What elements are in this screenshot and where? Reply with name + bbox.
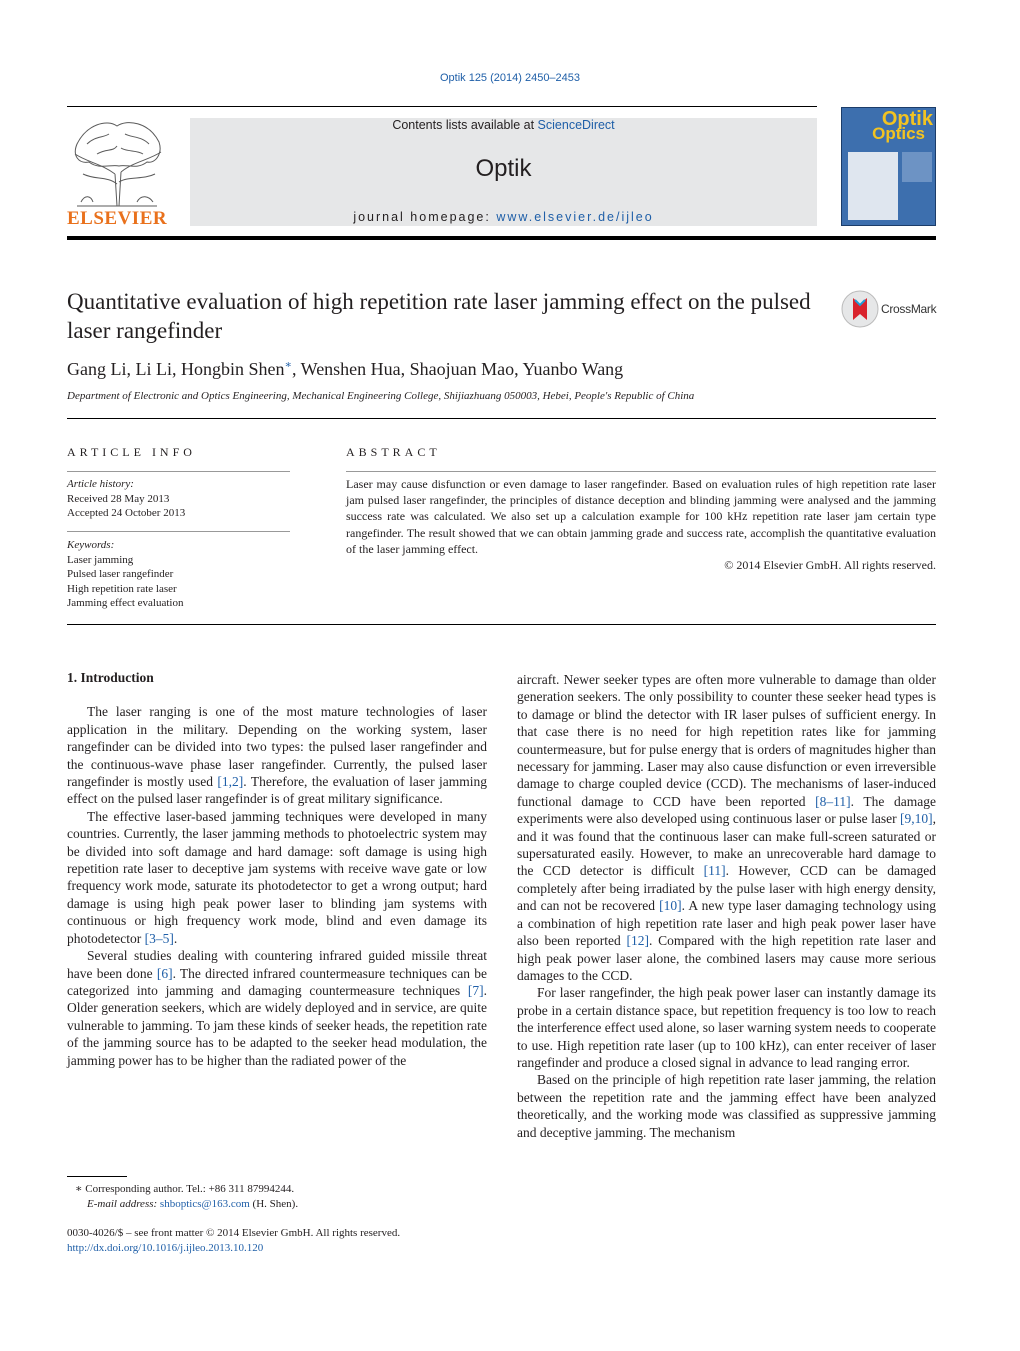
paragraph: Based on the principle of high repetition rate laser jamming, the relation between the repetition rate and the jamming effect have been analyzed theoretically, and the working mode was classified as suppressive jamming and deceptive jamming. The mechanism (517, 1072, 936, 1140)
info-rule-1 (67, 471, 290, 472)
paragraph: For laser rangefinder, the high peak power laser can instantly damage its probe in a certain distance space, but repetition frequency is too low to reach the interference effect used alone, so laser warning system needs to cooperate to use. High repetition rate laser (up to 100 kHz), can enter receiver of laser rangefinder and produce a closed signal in advance to lead ranging error. (517, 985, 936, 1070)
abstract-rule (346, 471, 936, 472)
journal-title: Optik (475, 155, 532, 182)
keywords-label: Keywords: (67, 539, 115, 551)
journal-homepage (190, 210, 817, 224)
publisher-wordmark: ELSEVIER (67, 208, 168, 229)
citation-link[interactable]: [9,10] (900, 811, 933, 827)
affiliation: Department of Electronic and Optics Engineering, Mechanical Engineering College, Shijiazhuang 050003, Hebei, People's Republic of China (67, 390, 695, 402)
citation-link[interactable]: [8–11] (815, 793, 851, 809)
email-link[interactable]: shboptics@163.com (159, 1198, 250, 1210)
paragraph: aircraft. Newer seeker types are often more vulnerable to damage than older generation seekers. The only possibility to counter these seeker head types is to damage or blind the detector with IR laser pulses of sufficient energy. In that case there is no need for high repetition rates like for jamming countermeasure, but for pulse energy that is orders of magnitudes higher than necessary for jamming. Laser may also cause disfunction or even irreversible damage to charge coupled device (CCD). The mechanisms of laser-induced functional damage to CCD have been reported [8–11]. The damage experiments were also developed using continuous laser or pulse laser [9,10], and it was found that the continuous laser can make full-screen saturated or supersaturated easily. However, to make an unrecoverable hard damage to the CCD detector is difficult [11]. However, CCD can be damaged completely after being irradiated by the pulse laser with high energy density, and can not be recovered [10]. A new type laser damaging technology using a combination of high repetition rate laser and high peak power laser have also been reported [12]. Compared with the high repetition rate laser and high peak power laser alone, the combined lasers may cause more serious damages to the CCD. (517, 672, 936, 983)
crossmark-badge[interactable] (841, 290, 941, 330)
header-rule (67, 106, 817, 107)
article-title: Quantitative evaluation of high repetition rate laser jamming effect on the pulsed laser rangefinder (67, 289, 811, 343)
corresponding-author-mark[interactable]: ∗ (284, 359, 292, 371)
citation-link[interactable]: [7] (467, 982, 484, 998)
citation-link[interactable]: [3–5] (144, 930, 174, 946)
contents-prefix: Contents lists available at (392, 118, 538, 132)
citation-link[interactable]: [6] (156, 965, 173, 981)
keyword-item: Laser jamming (67, 553, 134, 566)
keywords-block (67, 538, 290, 611)
abstract-copyright: © 2014 Elsevier GmbH. All rights reserved. (724, 558, 936, 573)
paragraph: The effective laser-based jamming techniques were developed in many countries. Currently, the laser jamming methods to photoelectric system may be divided into soft damage and hard damage: soft damage is using high repetition rate laser to deceptive jam systems with receive wave gate or low frequency work mode, saturate its photodetector to get a wrong output; hard damage is using high peak power laser to blinding jam systems with continuous or high frequency work mode, blind and even damage its photodetector [3–5]. (67, 808, 487, 946)
authors-rest: , Wenshen Hua, Shaojuan Mao, Yuanbo Wang (291, 359, 624, 379)
corresponding-author-note (67, 1182, 487, 1197)
crossmark-icon (841, 290, 879, 328)
cover-title-optik: Optik (881, 108, 933, 130)
footnote-mark: ∗ (75, 1183, 83, 1195)
email-line (67, 1197, 487, 1212)
abstract-body: Laser may cause disfunction or even damage to laser rangefinder. Based on evaluation rules of high repetition rate laser jam pulsed laser rangefinder, the principles of distance deception and blinding jamming were analysed and the jamming success rate was calculated. We also set up a calculation example for 100 kHz repetition rate laser jam certain type rangefinder. The result showed that we can obtain jamming grade and success rate, accomplish the quantitative evaluation of the laser jamming effect. (346, 477, 936, 556)
sciencedirect-link[interactable]: ScienceDirect (537, 118, 615, 132)
info-rule-2 (67, 531, 290, 532)
keyword-item: Pulsed laser rangefinder (67, 568, 174, 580)
citation-link[interactable]: [1,2] (217, 774, 244, 790)
issn-line: 0030-4026/$ – see front matter © 2014 Elsevier GmbH. All rights reserved. (67, 1227, 401, 1239)
front-matter (67, 1226, 487, 1256)
crossmark-label: CrossMark (881, 302, 937, 316)
cover-side-panel (902, 152, 932, 182)
history-label: Article history: (67, 478, 134, 490)
keyword-item: High repetition rate laser (67, 582, 177, 595)
citation-link[interactable]: [10] (659, 898, 682, 914)
abstract-heading: ABSTRACT (346, 445, 441, 459)
journal-cover-thumbnail (841, 107, 936, 226)
journal-citation[interactable]: Optik 125 (2014) 2450–2453 (439, 72, 581, 84)
body-column-right (517, 671, 936, 1141)
footnote-rule (67, 1176, 127, 1177)
abstract-bottom-rule (67, 624, 936, 625)
keyword-item: Jamming effect evaluation (67, 597, 184, 609)
footnote-text: Corresponding author. Tel.: +86 311 87994244. (82, 1183, 295, 1195)
author-list (67, 358, 927, 380)
body-column-left (67, 669, 487, 1069)
doi-link[interactable]: http://dx.doi.org/10.1016/j.ijleo.2013.10.120 (67, 1242, 264, 1254)
title-rule (67, 418, 936, 419)
abstract-text (346, 476, 936, 573)
article-info-heading: ARTICLE INFO (67, 445, 196, 459)
cover-title-optics: Optics (872, 124, 925, 143)
homepage-prefix: journal homepage: (353, 210, 497, 224)
footnote (67, 1182, 487, 1212)
paragraph: The laser ranging is one of the most mature technologies of laser application in the military. Depending on the working system, laser rangefinder can be divided into two types: the pulsed laser rangefinder and the continuous-wave phase laser rangefinder. Currently, the pulsed laser rangefinder is mostly used [1,2]. Therefore, the evaluation of laser jamming effect on the pulsed laser rangefinder is of great military significance. (67, 704, 487, 807)
email-label: E-mail address: (87, 1198, 158, 1210)
contents-availability (190, 118, 817, 132)
accepted-date: Accepted 24 October 2013 (67, 507, 186, 519)
authors-first: Gang Li, Li Li, Hongbin Shen (67, 359, 285, 379)
paragraph: Several studies dealing with countering infrared guided missile threat have been done [6]. The directed infrared countermeasure techniques can be categorized into jamming and damaging countermeasure techniques [7]. Older generation seekers, which are widely deployed and in service, are quite vulnerable to jamming. To jam these kinds of seeker heads, the repetition rate of the jamming source has to be adapted to the seeker head modulation, the jamming power has to be higher than the radiated power of the (67, 948, 487, 1068)
header-thick-rule (67, 236, 936, 240)
received-date: Received 28 May 2013 (67, 492, 170, 505)
citation-link[interactable]: [11] (703, 863, 726, 879)
section-heading-introduction: 1. Introduction (67, 670, 154, 685)
cover-contents-panel (848, 152, 898, 220)
homepage-link[interactable]: www.elsevier.de/ijleo (496, 210, 654, 224)
article-history (67, 477, 290, 521)
citation-link[interactable]: [12] (626, 933, 649, 949)
email-suffix: (H. Shen). (249, 1198, 299, 1210)
